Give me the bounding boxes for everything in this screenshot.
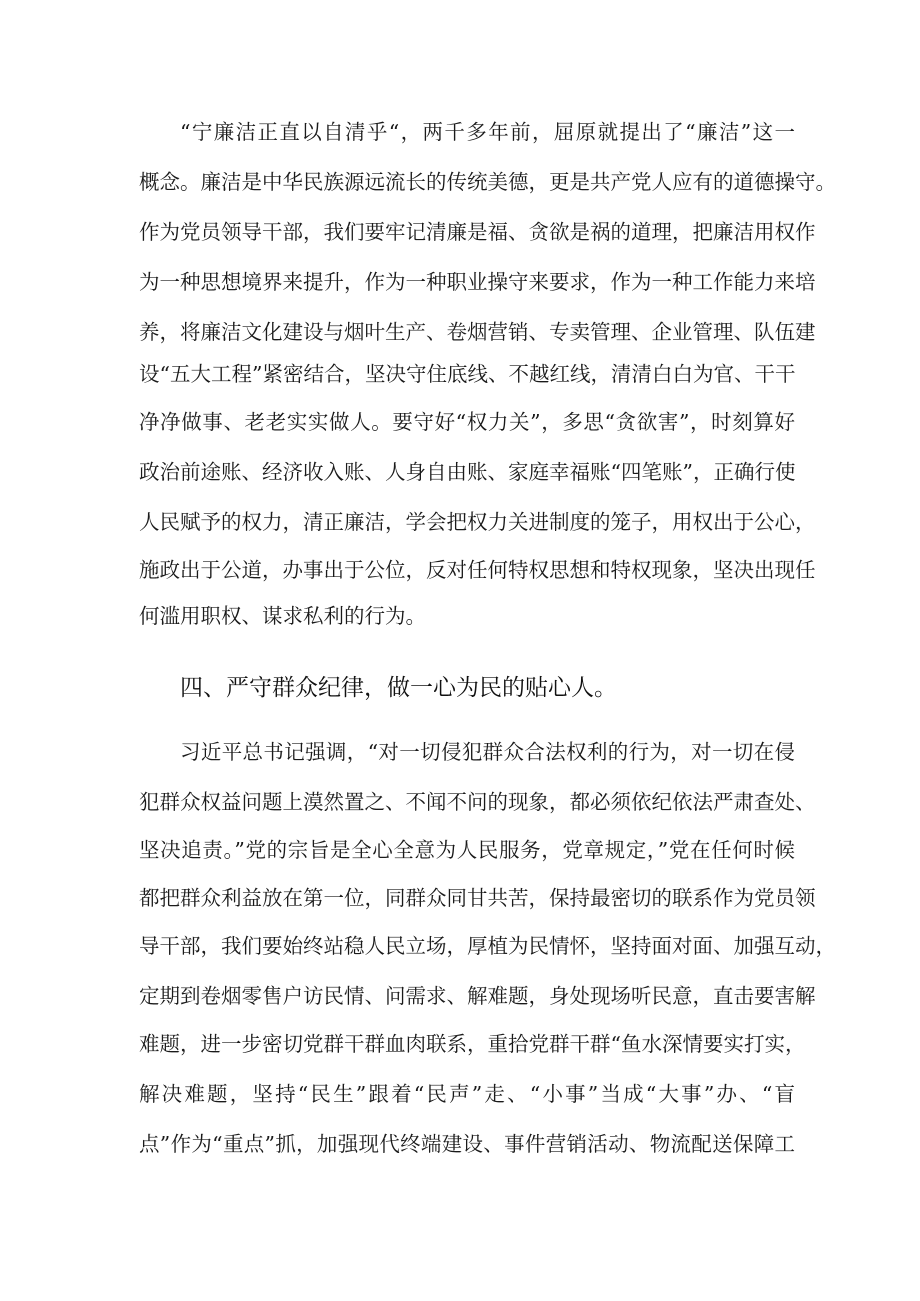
paragraph1-line: 概念。廉洁是中华民族源远流长的传统美德，更是共产党人应有的道德操守。 — [139, 170, 836, 194]
paragraph2-line: 犯群众权益问题上漠然置之、不闻不问的现象，都必须依纪依法严肃查处、 — [139, 790, 816, 814]
paragraph2-line: 解决难题，坚持“民生”跟着“民声”走、“小事”当成“大事”办、“盲 — [139, 1082, 795, 1106]
paragraph1-line: 设“五大工程”紧密结合，坚决守住底线、不越红线，清清白白为官、干干 — [139, 362, 796, 386]
paragraph1-line: 政治前途账、经济收入账、人身自由账、家庭幸福账“四笔账”，正确行使 — [139, 460, 796, 484]
paragraph2-line: 都把群众利益放在第一位，同群众同甘共苦，保持最密切的联系作为党员领 — [139, 886, 816, 910]
paragraph1-line: 何滥用职权、谋求私利的行为。 — [139, 604, 426, 628]
paragraph2-line: 点”作为“重点”抓，加强现代终端建设、事件营销活动、物流配送保障工 — [139, 1132, 795, 1156]
paragraph1-line: 养，将廉洁文化建设与烟叶生产、卷烟营销、专卖管理、企业管理、队伍建 — [139, 320, 816, 344]
paragraph1-line: 人民赋予的权力，清正廉洁，学会把权力关进制度的笼子，用权出于公心， — [139, 510, 816, 534]
paragraph2-line: 定期到卷烟零售户访民情、问需求、解难题，身处现场听民意，直击要害解 — [139, 984, 816, 1008]
paragraph1-line: 施政出于公道，办事出于公位，反对任何特权思想和特权现象，坚决出现任 — [139, 558, 816, 582]
paragraph1-line: 为一种思想境界来提升，作为一种职业操守来要求，作为一种工作能力来培 — [139, 270, 816, 294]
paragraph2-line: 坚决追责。”党的宗旨是全心全意为人民服务，党章规定，”党在任何时候 — [139, 838, 795, 862]
paragraph1-line: 作为党员领导干部，我们要牢记清廉是福、贪欲是祸的道理，把廉洁用权作 — [139, 220, 816, 244]
paragraph2-line: 习近平总书记强调，“对一切侵犯群众合法权利的行为，对一切在侵 — [180, 740, 795, 764]
paragraph2-line: 难题，进一步密切党群干群血肉联系，重拾党群干群“鱼水深情要实打实， — [139, 1032, 806, 1056]
paragraph1-line: 净净做事、老老实实做人。要守好“权力关”，多思“贪欲害”，时刻算好 — [139, 410, 795, 434]
paragraph1-line: “宁廉洁正直以自清乎“，两千多年前，屈原就提出了“廉洁”这一 — [180, 120, 795, 144]
section-heading: 四、严守群众纪律，做一心为民的贴心人。 — [180, 675, 617, 701]
paragraph2-line: 导干部，我们要始终站稳人民立场，厚植为民情怀，坚持面对面、加强互动， — [139, 934, 836, 958]
